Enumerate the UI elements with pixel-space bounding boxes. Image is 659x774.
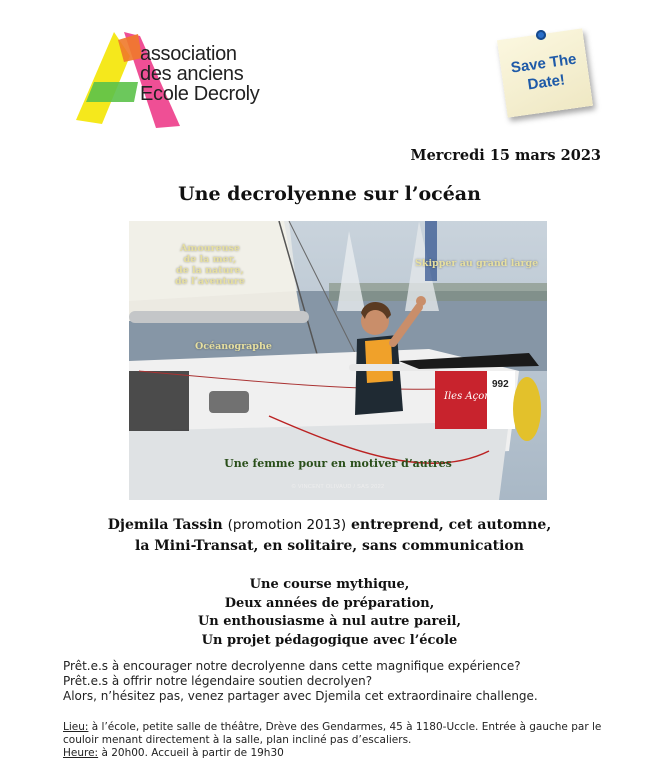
sailboat-photo (129, 221, 547, 500)
time-label: Heure: (63, 747, 99, 759)
page-title: Une decrolyenne sur l’océan (178, 183, 481, 205)
invitation-line: Alors, n’hésitez pas, venez partager avec Djemila cet extraordinaire challenge. (63, 689, 538, 703)
promotion-year: (promotion 2013) (227, 517, 347, 533)
lead-paragraph (0, 515, 659, 557)
highlight-item: Deux années de préparation, (224, 595, 435, 611)
location-info (63, 721, 608, 747)
lead-line-2: la Mini-Transat, en solitaire, sans communication (135, 538, 524, 554)
caption-skipper: Skipper au grand large (415, 258, 539, 269)
highlight-item: Un projet pédagogique avec l’école (201, 632, 458, 648)
lead-line-1-rest: entreprend, cet automne, (350, 517, 552, 533)
caption-oceanographe: Océanographe (195, 341, 272, 352)
invitation-line: Prêt.e.s à encourager notre decrolyenne dans cette magnifique expérience? (63, 659, 521, 673)
save-the-date-note (497, 28, 593, 117)
invitation-line: Prêt.e.s à offrir notre légendaire soutien decrolyen? (63, 674, 373, 688)
location-label: Lieu: (63, 721, 89, 733)
event-info (63, 721, 608, 760)
banner-label: Iles Açores (444, 391, 501, 402)
photo-credit: © VINCENT OLIVAUD / SAS 2022 (291, 484, 385, 490)
logo-line-3: Ecole Decroly (140, 83, 260, 105)
time-info (63, 747, 608, 760)
location-text: à l’école, petite salle de théâtre, Drève des Gendarmes, 45 à 1180-Uccle. Entrée à gauche par le couloir menant directement à la salle, plan incliné pas d’escaliers. (63, 721, 602, 746)
push-pin-icon (536, 30, 546, 40)
note-line-1: Save The (509, 50, 578, 77)
caption-amoureuse: Amoureuse de la mer, de la nature, de l’aventure (175, 243, 245, 287)
invitation-text (63, 659, 538, 704)
time-text: à 20h00. Accueil à partir de 19h30 (98, 747, 284, 759)
logo-line-2: des anciens (140, 63, 244, 85)
note-line-2: Date! (526, 71, 567, 94)
sailor-name: Djemila Tassin (107, 517, 223, 533)
highlight-item: Un enthousiasme à nul autre pareil, (197, 614, 462, 629)
event-date: Mercredi 15 mars 2023 (410, 147, 601, 164)
caption-motivation: Une femme pour en motiver d’autres (224, 457, 452, 470)
highlight-item: Une course mythique, (249, 577, 410, 592)
sail-number: 992 (492, 379, 509, 390)
logo-wordmark (140, 44, 259, 104)
logo-line-1: association (140, 43, 237, 65)
highlights-list (0, 576, 659, 650)
